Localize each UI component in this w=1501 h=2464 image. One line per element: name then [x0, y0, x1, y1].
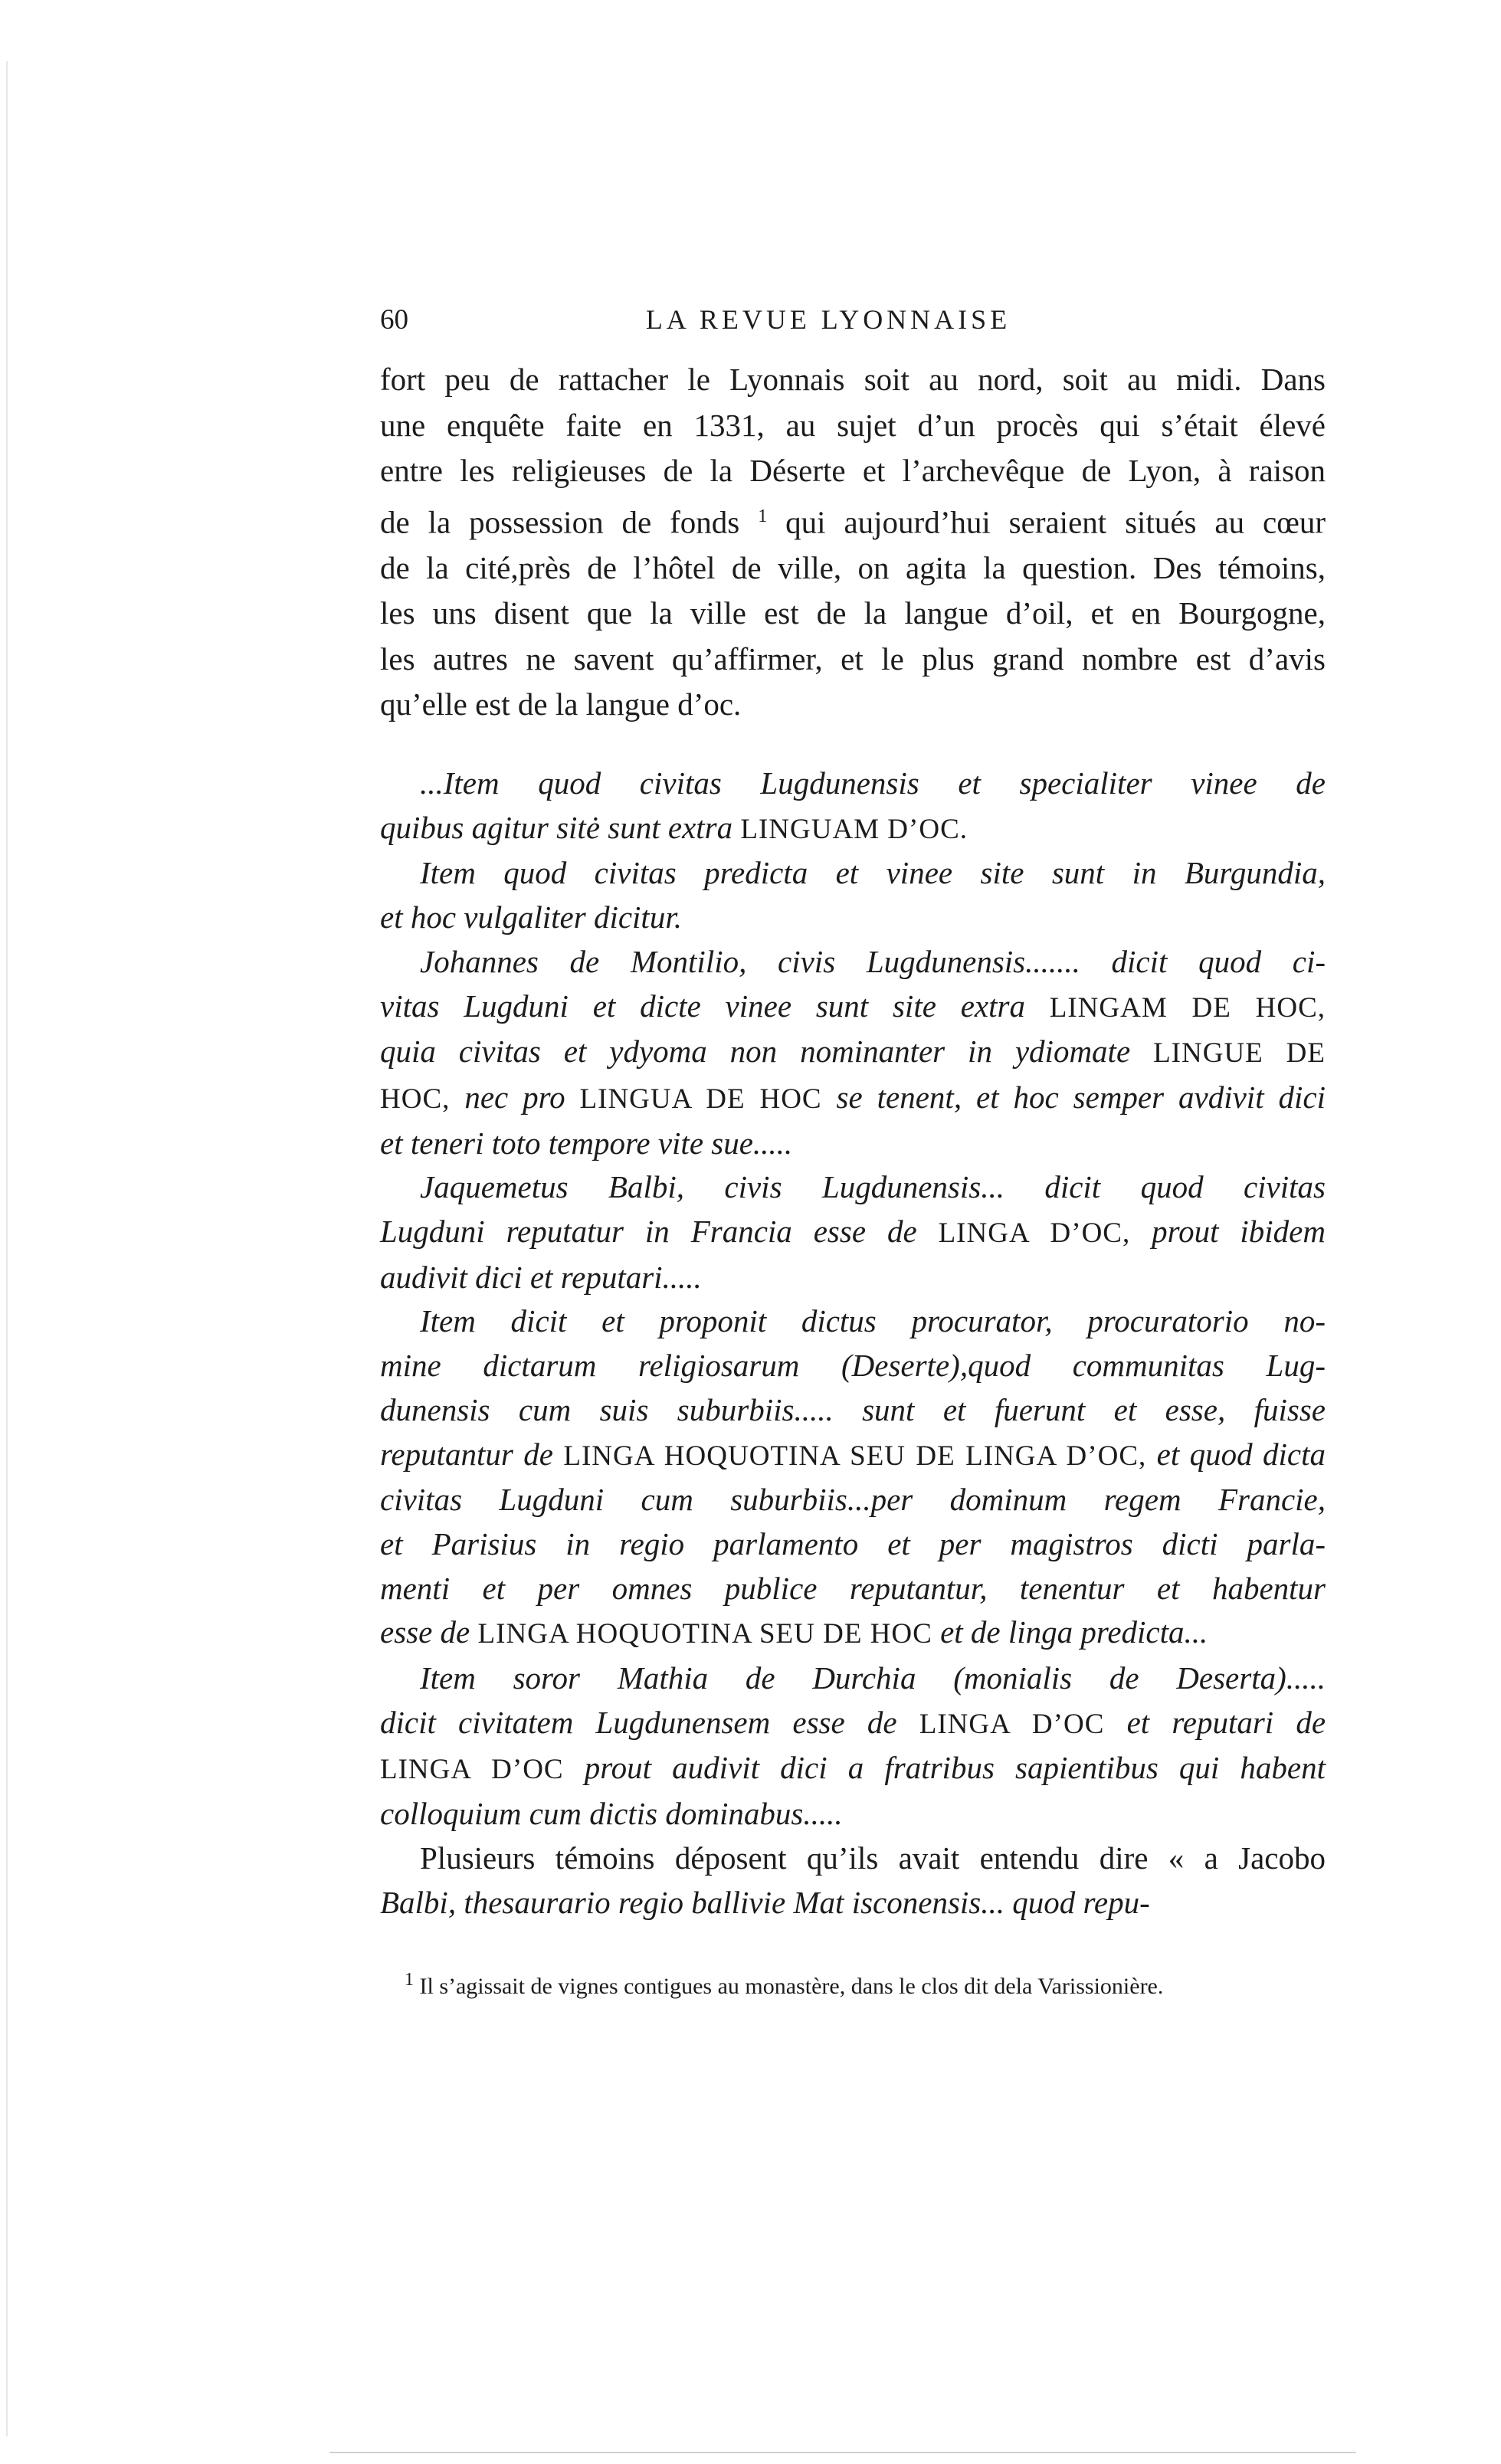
small-caps-text: LINGA D’OC, — [938, 1217, 1131, 1250]
small-caps-text: LINGA D’OC — [919, 1708, 1105, 1740]
quote-line: colloquium cum dictis dominabus..... — [380, 1796, 843, 1832]
footnote-reference: 1 — [758, 506, 768, 526]
footnote-text: Il s’agissait de vignes contigues au monastère, dans le clos dit dela Varissionière. — [419, 1974, 1164, 1999]
small-caps-text: LINGA HOQUOTINA SEU DE HOC — [477, 1618, 932, 1650]
page-number: 60 — [380, 304, 408, 336]
quote-line: et teneri toto tempore vite sue..... — [380, 1125, 793, 1161]
quote-line: dicit civitatem Lugdunensem esse de LINGA D’OC et reputari de — [380, 1704, 1326, 1740]
latin-quotation — [380, 762, 1326, 1925]
quote-line: quia civitas et ydyoma non nominanter in ydiomate LINGUE DE — [380, 1034, 1326, 1070]
paragraph-text: de la possession de fonds — [380, 504, 740, 540]
small-caps-text: LINGUE DE — [1153, 1037, 1326, 1070]
paragraph-line: fort peu de rattacher le Lyonnais soit au nord, soit au midi. Dans — [380, 362, 1326, 397]
scan-bottom-edge — [329, 2452, 1356, 2453]
quote-line: quibus agitur sitė sunt extra LINGUAM D’OC. — [380, 809, 968, 845]
page-header — [380, 303, 1322, 349]
paragraph-text: qui aujourd’hui seraient situés au cœur — [785, 504, 1326, 540]
quote-line: dunensis cum suis suburbiis..... sunt et fuerunt et esse, fuisse — [380, 1391, 1326, 1427]
quote-line: esse de LINGA HOQUOTINA SEU DE HOC et de linga predicta... — [380, 1614, 1208, 1650]
small-caps-text: LINGAM DE HOC, — [1049, 991, 1326, 1024]
quote-line: Balbi, thesaurario regio ballivie Mat isconensis... quod repu- — [380, 1884, 1150, 1920]
quote-line: reputantur de LINGA HOQUOTINA SEU DE LINGA D’OC, et quod dicta — [380, 1436, 1326, 1472]
quote-line: mine dictarum religiosarum (Deserte),quod communitas Lug- — [380, 1348, 1326, 1384]
footnote-mark: 1 — [405, 1970, 414, 1990]
running-title: LA REVUE LYONNAISE — [645, 304, 1011, 335]
paragraph-line: de la cité,près de l’hôtel de ville, on agita la question. Des témoins, — [380, 549, 1326, 585]
quote-line: ...Item quod civitas Lugdunensis et specialiter vinee de — [420, 765, 1326, 801]
quote-line: Jaquemetus Balbi, civis Lugdunensis... dicit quod civitas — [420, 1169, 1326, 1205]
quote-line: Johannes de Montilio, civis Lugdunensis....... dicit quod ci- — [420, 943, 1326, 979]
quote-line: et hoc vulgaliter dicitur. — [380, 899, 682, 935]
small-caps-text: LINGA HOQUOTINA SEU DE LINGA D’OC, — [563, 1440, 1147, 1472]
small-caps-text: LINGUA DE HOC — [579, 1083, 822, 1115]
small-caps-text: LINGA D’OC — [380, 1754, 564, 1786]
quote-line: Item quod civitas predicta et vinee site sunt in Burgundia, — [420, 855, 1326, 891]
quote-line: Plusieurs témoins déposent qu’ils avait entendu dire « a Jacobo — [420, 1840, 1326, 1876]
quote-line: et Parisius in regio parlamento et per magistros dicti parla- — [380, 1525, 1326, 1561]
paragraph-line: qu’elle est de la langue d’oc. — [380, 686, 742, 722]
quote-line: audivit dici et reputari..... — [380, 1259, 702, 1295]
quote-line: LINGA D’OC prout audivit dici a fratribus sapientibus qui habent — [380, 1750, 1326, 1786]
paragraph-line: une enquête faite en 1331, au sujet d’un procès qui s’était élevé — [380, 407, 1326, 443]
quote-line: Item dicit et proponit dictus procurator, procuratorio no- — [420, 1303, 1326, 1339]
paragraph-line: entre les religieuses de la Déserte et l’archevêque de Lyon, à raison — [380, 453, 1326, 488]
small-caps-text: LINGUAM D’OC. — [740, 813, 968, 845]
quote-line: HOC, nec pro LINGUA DE HOC se tenent, et hoc semper avdivit dici — [380, 1079, 1326, 1115]
paragraph-line: les autres ne savent qu’affirmer, et le plus grand nombre est d’avis — [380, 641, 1326, 677]
quote-line: vitas Lugduni et dicte vinee sunt site extra LINGAM DE HOC, — [380, 988, 1326, 1024]
footnote — [405, 1964, 1326, 2002]
main-paragraph — [380, 357, 1326, 728]
quote-line: Lugduni reputatur in Francia esse de LINGA D’OC, prout ibidem — [380, 1214, 1326, 1250]
paragraph-line — [380, 494, 1326, 546]
scan-edge-line — [6, 61, 8, 2436]
quote-line: menti et per omnes publice reputantur, tenentur et habentur — [380, 1570, 1326, 1606]
quote-line: Item soror Mathia de Durchia (monialis de Deserta)..... — [420, 1660, 1326, 1696]
quote-line: civitas Lugduni cum suburbiis...per dominum regem Francie, — [380, 1482, 1326, 1518]
paragraph-line: les uns disent que la ville est de la langue d’oil, et en Bourgogne, — [380, 595, 1326, 631]
small-caps-text: HOC, — [380, 1083, 451, 1115]
